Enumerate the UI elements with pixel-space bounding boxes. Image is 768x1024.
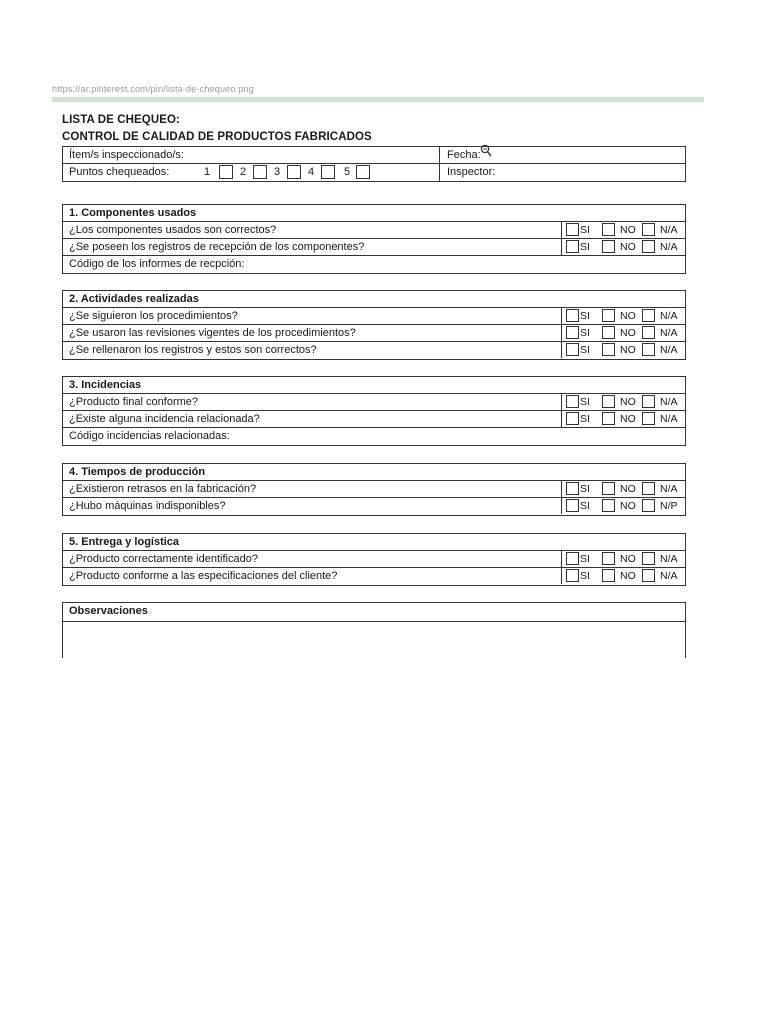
na-label: N/A bbox=[660, 483, 678, 495]
answer-options bbox=[561, 394, 688, 410]
no-checkbox[interactable] bbox=[602, 395, 615, 408]
no-label: NO bbox=[620, 327, 636, 339]
question-row bbox=[63, 308, 685, 325]
answer-options bbox=[561, 551, 688, 567]
section-header bbox=[63, 534, 685, 551]
no-checkbox[interactable] bbox=[602, 412, 615, 425]
point-number: 5 bbox=[344, 166, 351, 178]
no-label: NO bbox=[620, 310, 636, 322]
question-row bbox=[63, 222, 685, 239]
point-number: 1 bbox=[204, 166, 211, 178]
green-divider bbox=[52, 97, 704, 102]
answer-options bbox=[561, 411, 688, 427]
no-checkbox[interactable] bbox=[602, 499, 615, 512]
no-label: NO bbox=[620, 396, 636, 408]
no-label: NO bbox=[620, 413, 636, 425]
point-number: 3 bbox=[274, 166, 281, 178]
section-header bbox=[63, 205, 685, 222]
point-checkbox-4[interactable] bbox=[321, 165, 335, 179]
na-checkbox[interactable] bbox=[642, 412, 655, 425]
answer-options bbox=[561, 498, 688, 514]
si-checkbox[interactable] bbox=[566, 412, 579, 425]
question-row bbox=[63, 411, 685, 428]
answer-options bbox=[561, 222, 688, 238]
footer-row bbox=[63, 428, 685, 445]
si-checkbox[interactable] bbox=[566, 499, 579, 512]
inspector-label: Inspector: bbox=[447, 166, 496, 178]
question-text: ¿Producto correctamente identificado? bbox=[69, 553, 258, 565]
checklist-document bbox=[52, 84, 704, 658]
no-label: NO bbox=[620, 483, 636, 495]
section-title: 1. Componentes usados bbox=[69, 207, 197, 219]
si-checkbox[interactable] bbox=[566, 223, 579, 236]
section-header bbox=[63, 291, 685, 308]
na-checkbox[interactable] bbox=[642, 482, 655, 495]
question-text: ¿Producto final conforme? bbox=[69, 396, 199, 408]
no-label: NO bbox=[620, 224, 636, 236]
question-text: ¿Se siguieron los procedimientos? bbox=[69, 310, 238, 322]
point-number: 2 bbox=[240, 166, 247, 178]
items-label: Ítem/s inspeccionado/s: bbox=[69, 149, 184, 161]
si-checkbox[interactable] bbox=[566, 240, 579, 253]
document-title: LISTA DE CHEQUEO: bbox=[62, 114, 180, 126]
no-checkbox[interactable] bbox=[602, 552, 615, 565]
si-checkbox[interactable] bbox=[566, 309, 579, 322]
question-row bbox=[63, 498, 685, 515]
question-text: ¿Existe alguna incidencia relacionada? bbox=[69, 413, 260, 425]
si-label: SI bbox=[580, 500, 590, 512]
no-checkbox[interactable] bbox=[602, 482, 615, 495]
question-text: ¿Se usaron las revisiones vigentes de los procedimientos? bbox=[69, 327, 356, 339]
si-checkbox[interactable] bbox=[566, 552, 579, 565]
document-subtitle: CONTROL DE CALIDAD DE PRODUCTOS FABRICADOS bbox=[62, 131, 372, 143]
point-checkbox-5[interactable] bbox=[356, 165, 370, 179]
incident-code-label: Código incidencias relacionadas: bbox=[69, 430, 230, 442]
np-checkbox[interactable] bbox=[642, 499, 655, 512]
no-checkbox[interactable] bbox=[602, 343, 615, 356]
no-label: NO bbox=[620, 500, 636, 512]
section-entrega bbox=[62, 533, 686, 586]
na-label: N/A bbox=[660, 570, 678, 582]
section-incidencias bbox=[62, 376, 686, 446]
na-checkbox[interactable] bbox=[642, 395, 655, 408]
answer-options bbox=[561, 308, 688, 324]
na-checkbox[interactable] bbox=[642, 343, 655, 356]
question-row bbox=[63, 551, 685, 568]
question-row bbox=[63, 394, 685, 411]
observations-box bbox=[62, 602, 686, 658]
si-checkbox[interactable] bbox=[566, 343, 579, 356]
si-label: SI bbox=[580, 396, 590, 408]
points-row bbox=[63, 164, 685, 181]
question-row bbox=[63, 325, 685, 342]
na-label: N/A bbox=[660, 327, 678, 339]
no-label: NO bbox=[620, 570, 636, 582]
no-checkbox[interactable] bbox=[602, 240, 615, 253]
question-row bbox=[63, 481, 685, 498]
na-label: N/A bbox=[660, 413, 678, 425]
section-title: 2. Actividades realizadas bbox=[69, 293, 199, 305]
section-componentes bbox=[62, 204, 686, 274]
question-text: ¿Los componentes usados son correctos? bbox=[69, 224, 277, 236]
answer-options bbox=[561, 239, 688, 255]
na-label: N/A bbox=[660, 224, 678, 236]
answer-options bbox=[561, 568, 688, 584]
na-label: N/A bbox=[660, 396, 678, 408]
question-text: ¿Se poseen los registros de recepción de los componentes? bbox=[69, 241, 365, 253]
np-label: N/P bbox=[660, 500, 678, 512]
no-checkbox[interactable] bbox=[602, 223, 615, 236]
na-checkbox[interactable] bbox=[642, 552, 655, 565]
point-checkbox-1[interactable] bbox=[219, 165, 233, 179]
section-title: 4. Tiempos de producción bbox=[69, 466, 206, 478]
observations-header bbox=[63, 603, 685, 622]
no-label: NO bbox=[620, 241, 636, 253]
question-text: ¿Producto conforme a las especificaciones del cliente? bbox=[69, 570, 338, 582]
si-label: SI bbox=[580, 344, 590, 356]
point-checkbox-3[interactable] bbox=[287, 165, 301, 179]
section-title: 3. Incidencias bbox=[69, 379, 142, 391]
point-checkbox-2[interactable] bbox=[253, 165, 267, 179]
na-label: N/A bbox=[660, 553, 678, 565]
si-label: SI bbox=[580, 327, 590, 339]
na-label: N/A bbox=[660, 344, 678, 356]
section-actividades bbox=[62, 290, 686, 360]
items-row bbox=[63, 147, 685, 164]
observations-textarea[interactable] bbox=[63, 622, 685, 658]
si-label: SI bbox=[580, 483, 590, 495]
no-checkbox[interactable] bbox=[602, 309, 615, 322]
si-checkbox[interactable] bbox=[566, 395, 579, 408]
section-tiempos bbox=[62, 463, 686, 516]
no-checkbox[interactable] bbox=[602, 569, 615, 582]
question-row bbox=[63, 568, 685, 585]
si-label: SI bbox=[580, 310, 590, 322]
observations-title: Observaciones bbox=[69, 605, 148, 617]
si-label: SI bbox=[580, 553, 590, 565]
na-label: N/A bbox=[660, 241, 678, 253]
si-label: SI bbox=[580, 570, 590, 582]
header-box bbox=[62, 146, 686, 182]
no-label: NO bbox=[620, 553, 636, 565]
footer-row bbox=[63, 256, 685, 273]
answer-options bbox=[561, 325, 688, 341]
si-label: SI bbox=[580, 241, 590, 253]
si-checkbox[interactable] bbox=[566, 326, 579, 339]
si-label: SI bbox=[580, 224, 590, 236]
si-checkbox[interactable] bbox=[566, 569, 579, 582]
question-row bbox=[63, 342, 685, 359]
faint-header-text: https://ar.pinterest.com/pin/lista-de-chequeo.png bbox=[52, 84, 254, 94]
no-checkbox[interactable] bbox=[602, 326, 615, 339]
si-checkbox[interactable] bbox=[566, 482, 579, 495]
si-label: SI bbox=[580, 413, 590, 425]
section-header bbox=[63, 464, 685, 481]
no-label: NO bbox=[620, 344, 636, 356]
answer-options bbox=[561, 481, 688, 497]
header-divider bbox=[439, 164, 440, 181]
section-header bbox=[63, 377, 685, 394]
na-checkbox[interactable] bbox=[642, 309, 655, 322]
section-title: 5. Entrega y logística bbox=[69, 536, 180, 548]
question-text: ¿Se rellenaron los registros y estos son correctos? bbox=[69, 344, 317, 356]
na-checkbox[interactable] bbox=[642, 326, 655, 339]
question-text: ¿Existieron retrasos en la fabricación? bbox=[69, 483, 257, 495]
na-label: N/A bbox=[660, 310, 678, 322]
points-label: Puntos chequeados: bbox=[69, 166, 170, 178]
answer-options bbox=[561, 342, 688, 358]
question-text: ¿Hubo máquinas indisponibles? bbox=[69, 500, 226, 512]
na-checkbox[interactable] bbox=[642, 569, 655, 582]
question-row bbox=[63, 239, 685, 256]
na-checkbox[interactable] bbox=[642, 240, 655, 253]
header-divider bbox=[439, 147, 440, 164]
point-number: 4 bbox=[308, 166, 315, 178]
date-label: Fecha: bbox=[447, 149, 481, 161]
reception-code-label: Código de los informes de recpción: bbox=[69, 258, 245, 270]
document-top-strip bbox=[52, 84, 704, 98]
na-checkbox[interactable] bbox=[642, 223, 655, 236]
